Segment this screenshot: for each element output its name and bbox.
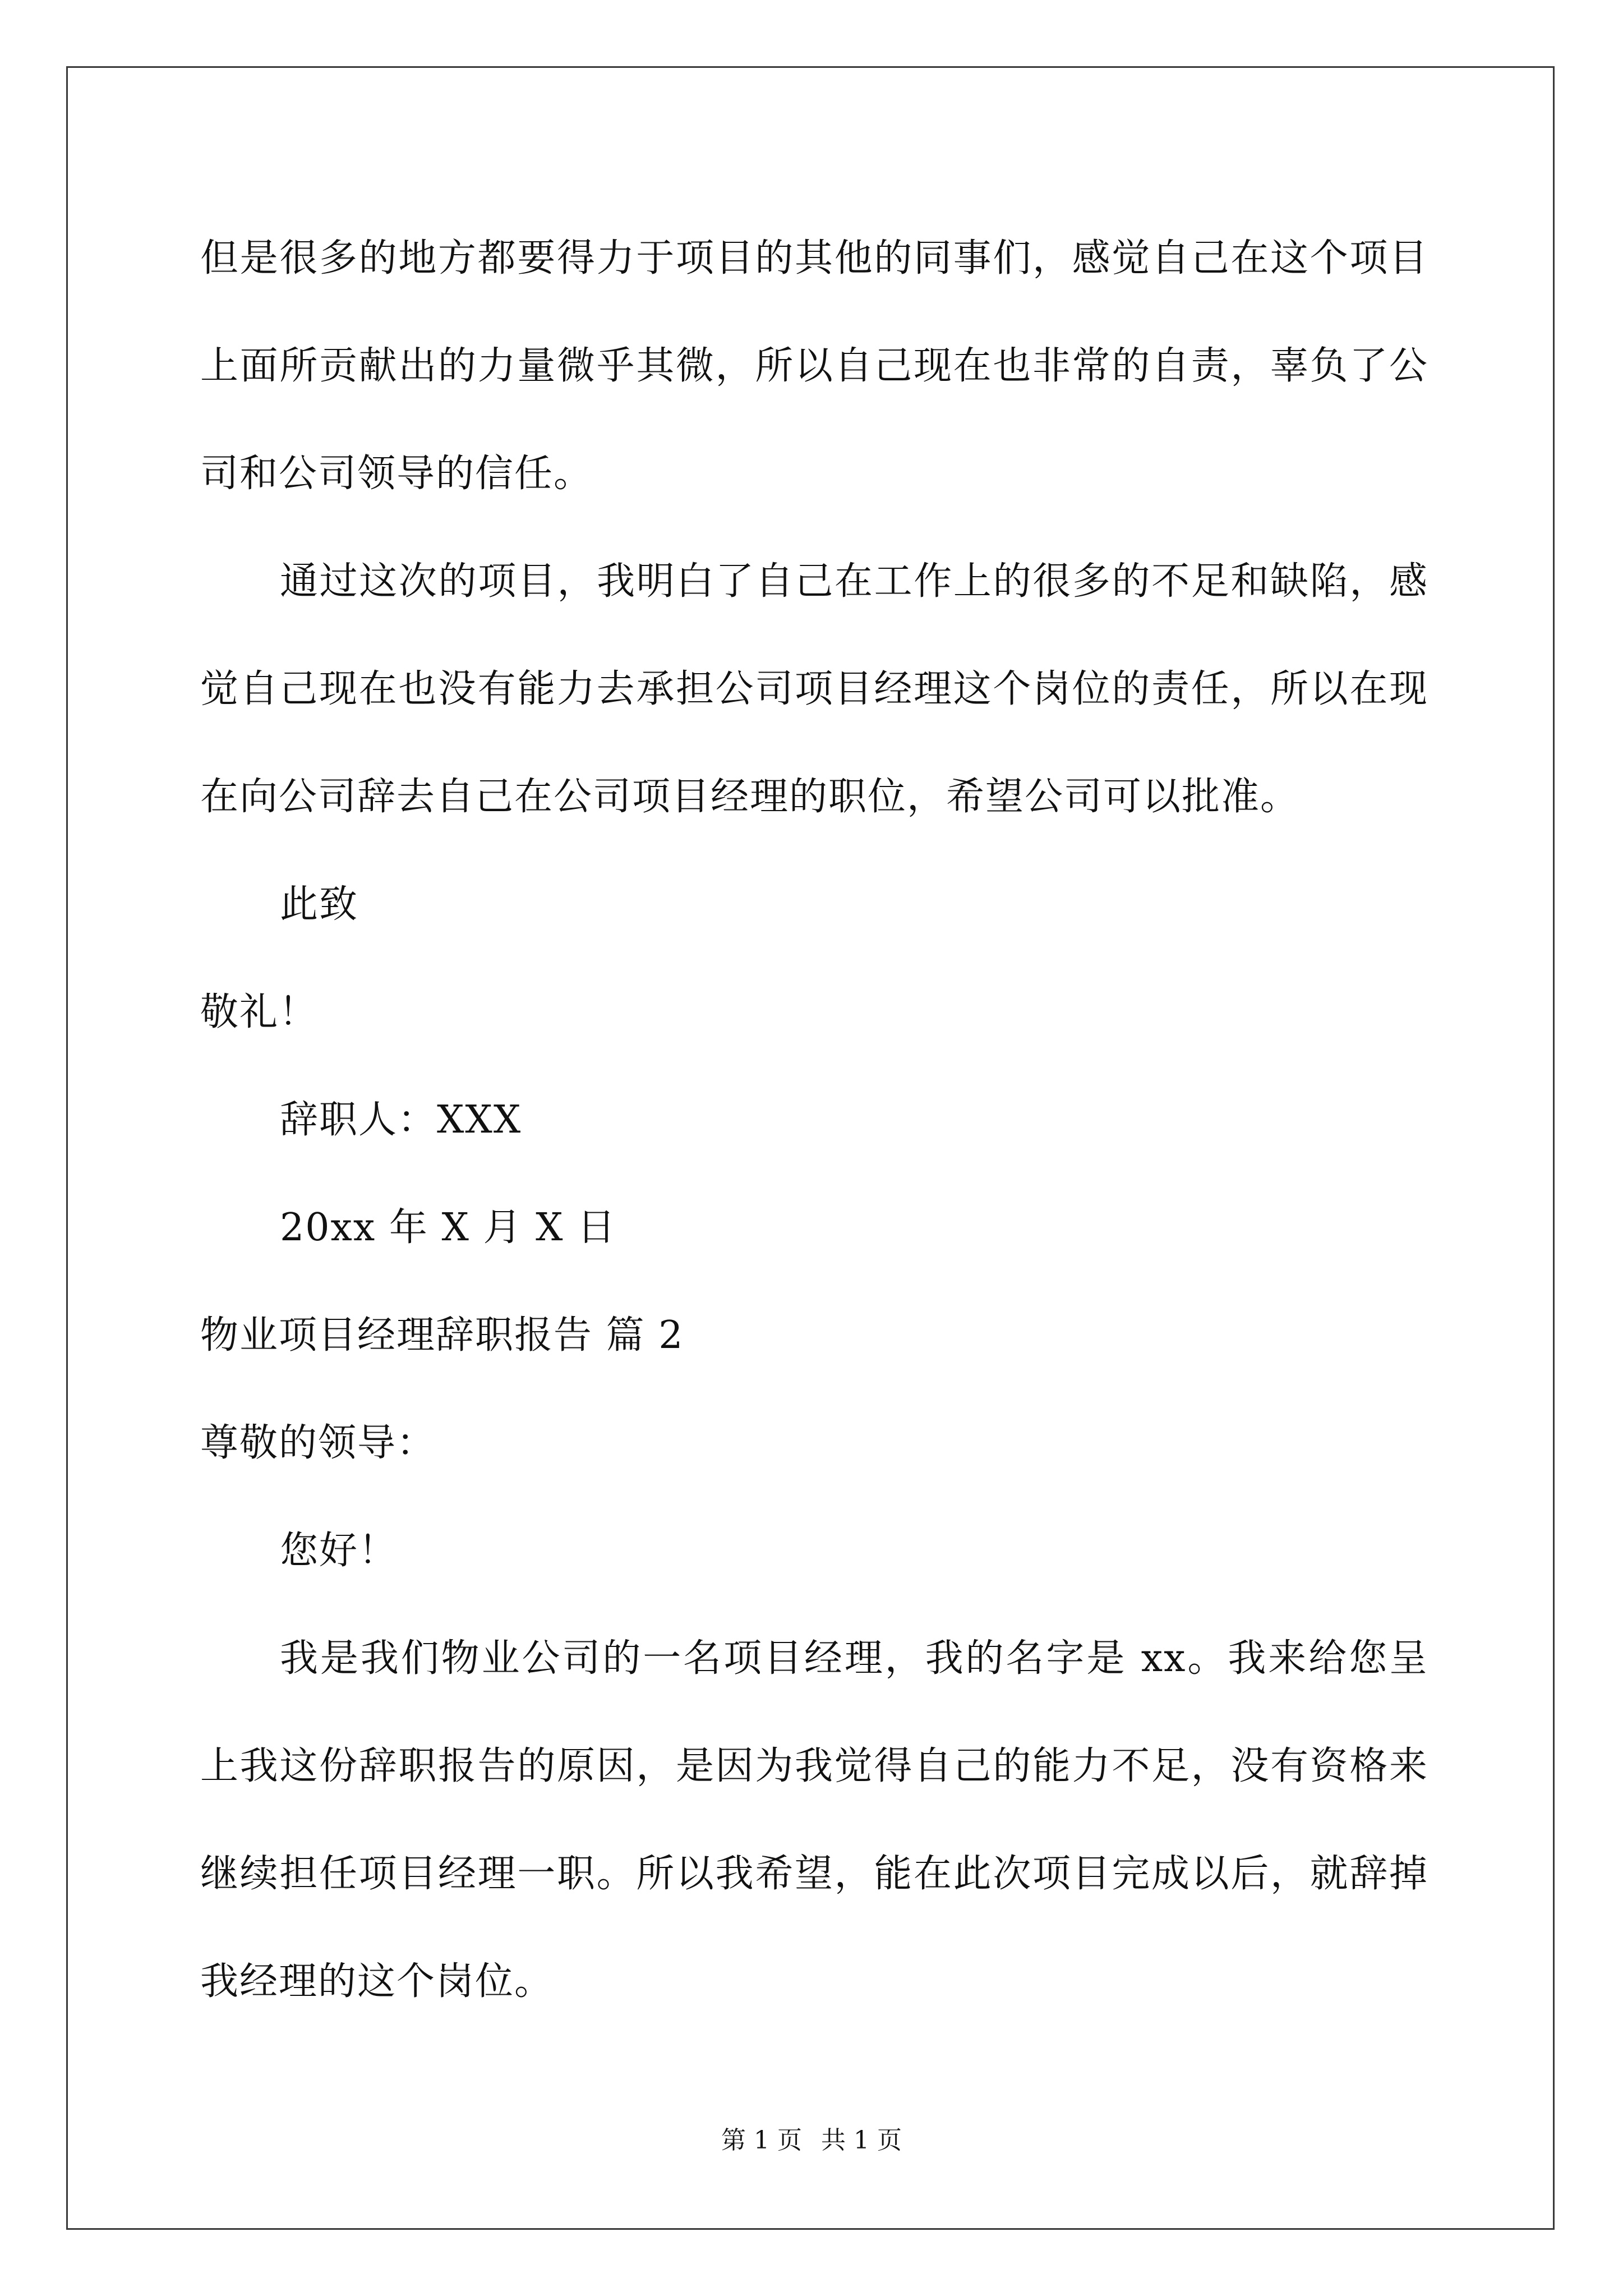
paragraph-body: 我是我们物业公司的一名项目经理，我的名字是 xx。我来给您呈上我这份辞职报告的原因，是因为我觉得自己的能力不足，没有资格来继续担任项目经理一职。所以我希望，能在此次项目完成以后，就辞掉我经理的这个岗位。 — [200, 1636, 1428, 2004]
closing-salutation: 此致 — [280, 882, 359, 927]
paragraph-2: 通过这次的项目，我明白了自己在工作上的很多的不足和缺陷，感觉自己现在也没有能力去承担公司项目经理这个岗位的责任，所以在现在向公司辞去自己在公司项目经理的职位，希望公司可以批准。 — [200, 559, 1428, 819]
document-body — [200, 205, 1428, 2036]
date-line: 20xx 年 X 月 X 日 — [280, 1205, 617, 1250]
page-total: 共 1 页 — [821, 2126, 902, 2155]
signature-line: 辞职人：XXX — [280, 1098, 522, 1142]
page-footer — [0, 2124, 1623, 2157]
hello-line: 您好！ — [280, 1529, 398, 1573]
greeting: 尊敬的领导： — [200, 1421, 436, 1465]
closing-respect: 敬礼！ — [200, 990, 319, 1034]
section-heading: 物业项目经理辞职报告 篇 2 — [200, 1313, 684, 1358]
page-number: 第 1 页 — [721, 2126, 802, 2155]
paragraph-1: 但是很多的地方都要得力于项目的其他的同事们，感觉自己在这个项目上面所贡献出的力量微乎其微，所以自己现在也非常的自责，辜负了公司和公司领导的信任。 — [200, 236, 1428, 496]
